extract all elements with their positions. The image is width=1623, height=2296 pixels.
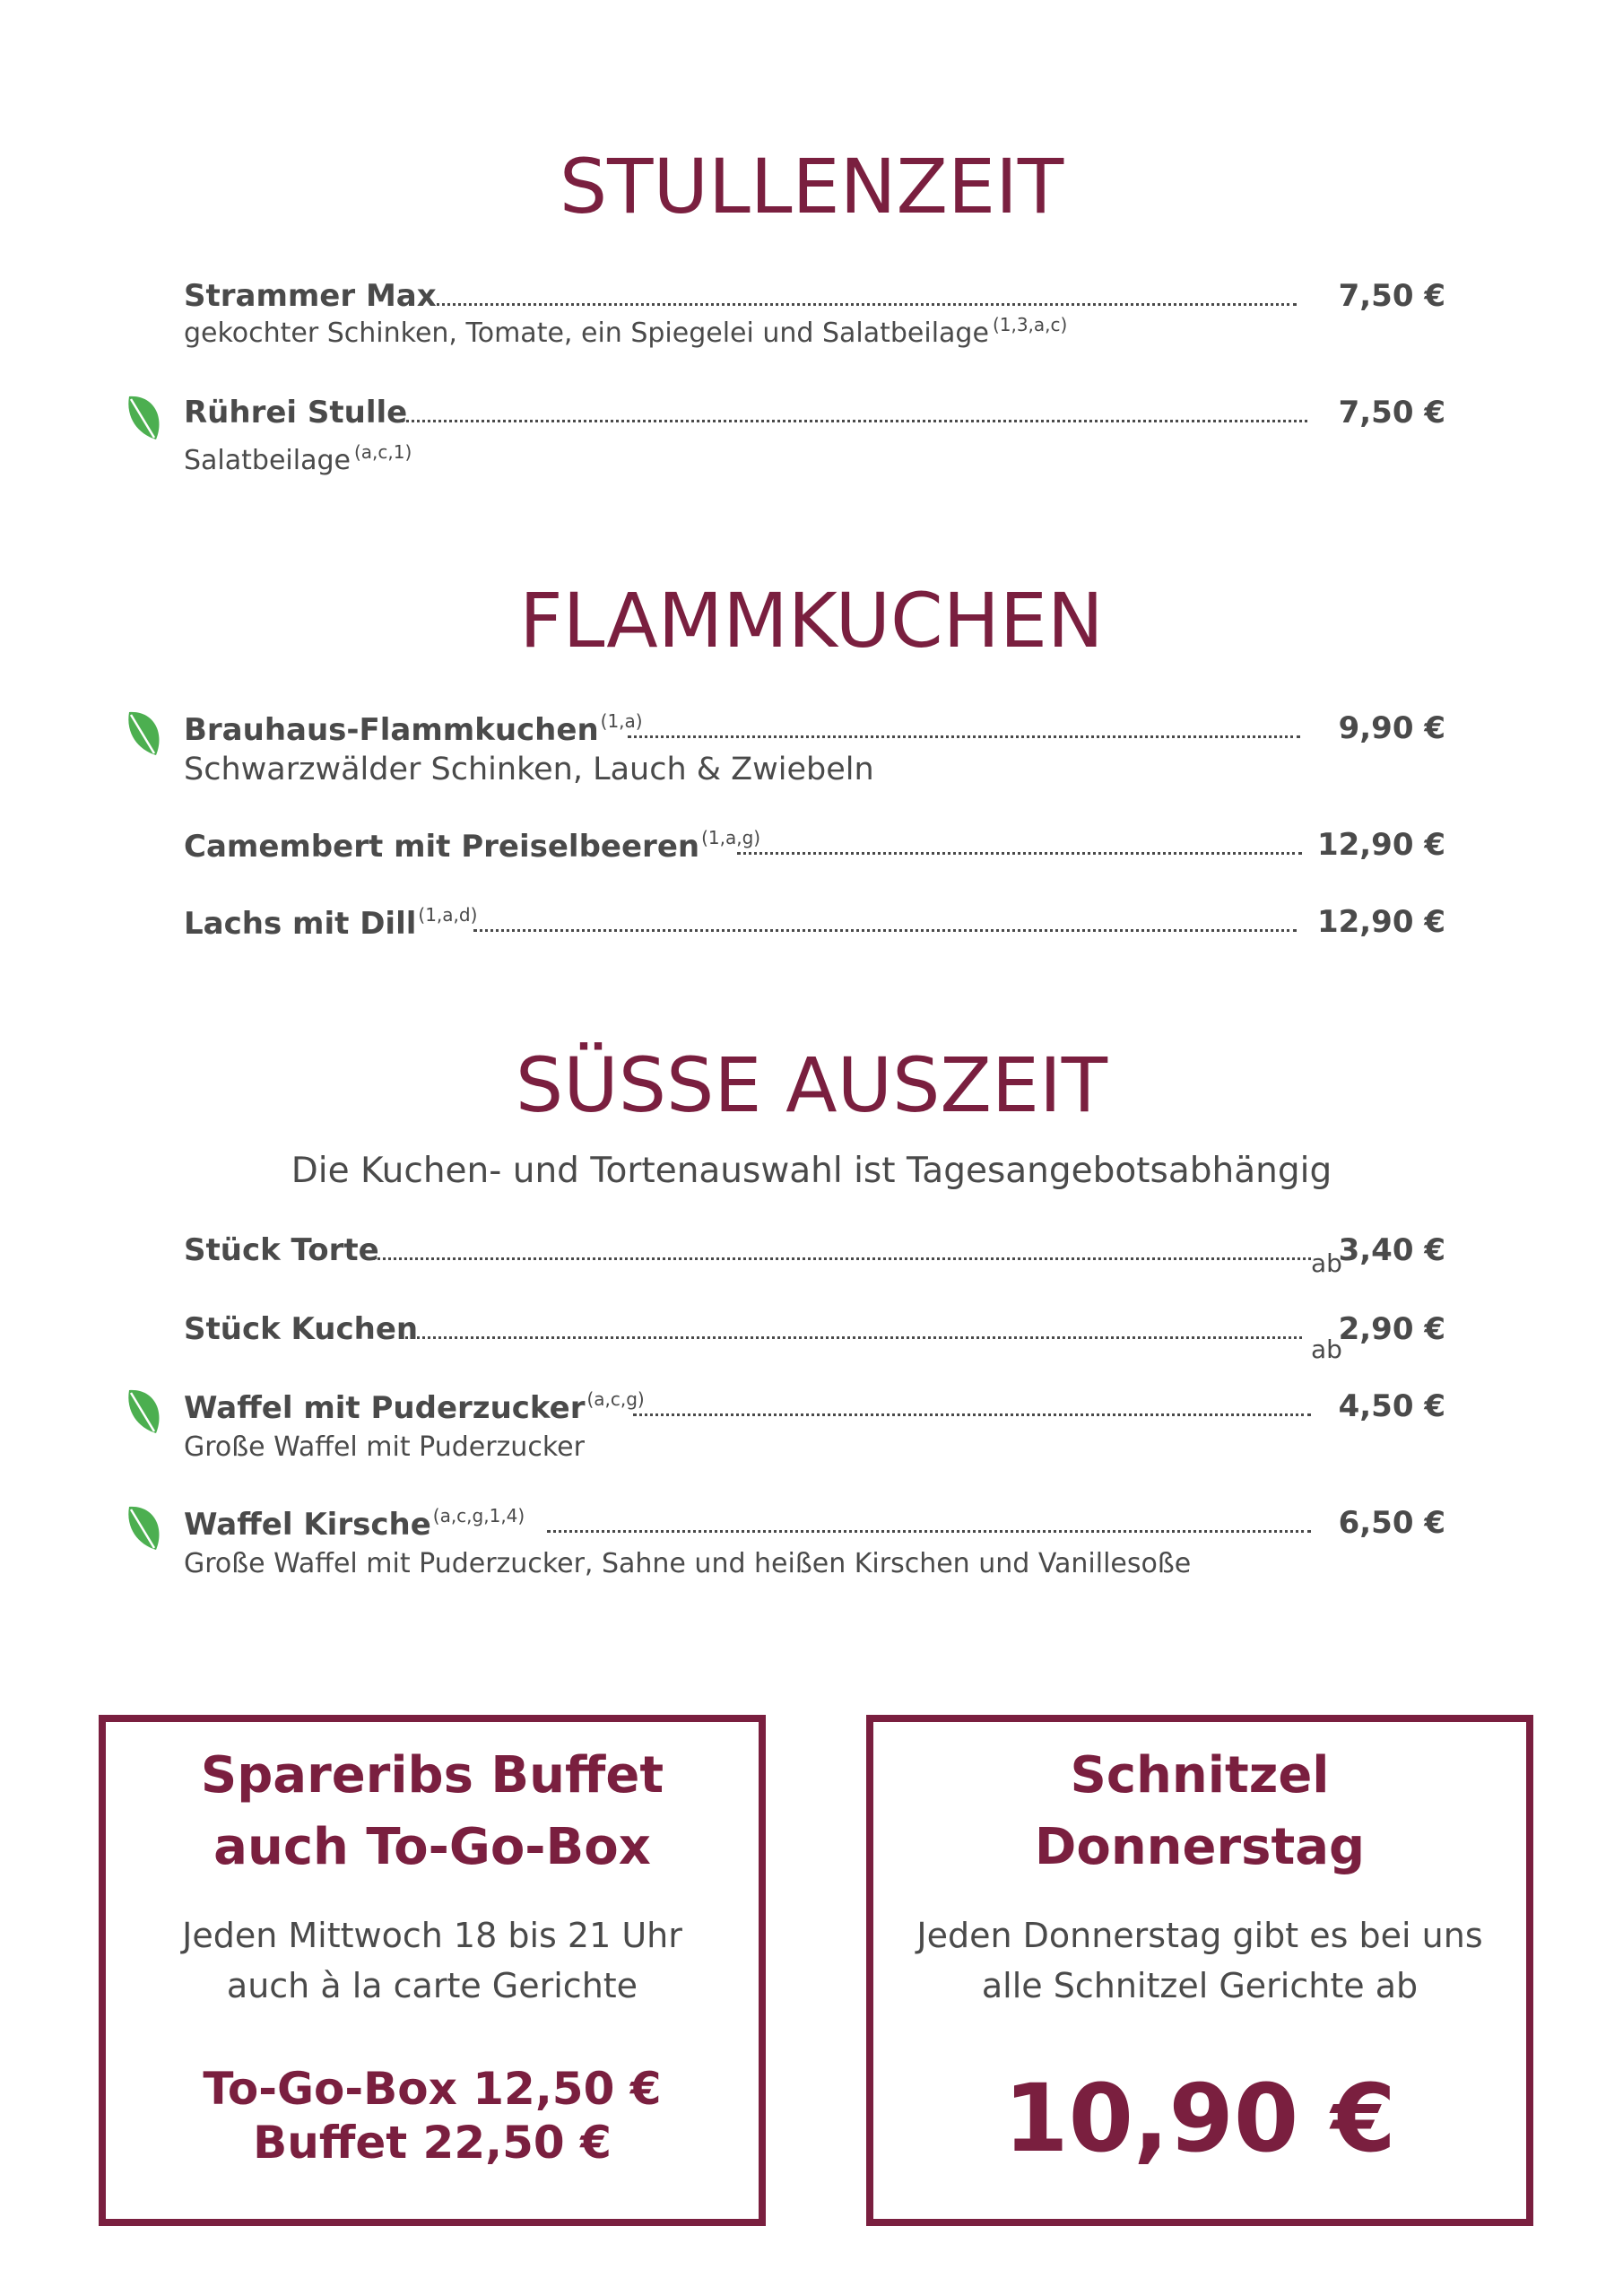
- item-description: gekochter Schinken, Tomate, ein Spiegelei und Salatbeilage $^{(1,3,a,c)}$: [184, 314, 1068, 349]
- item-name: Strammer Max: [184, 278, 437, 314]
- item-description: Salatbeilage $^{(a,c,1)}$: [184, 441, 412, 476]
- menu-item-camembert: [0, 827, 1623, 881]
- item-price: 2,90 €: [1338, 1311, 1445, 1347]
- item-description: Große Waffel mit Puderzucker: [184, 1431, 585, 1463]
- promo-price: 10,90 €: [1003, 2064, 1396, 2173]
- menu-item-stueck-kuchen: [0, 1311, 1623, 1365]
- dot-leader: [395, 420, 1307, 422]
- item-name: Rührei Stulle: [184, 395, 408, 430]
- item-price: 4,50 €: [1338, 1388, 1445, 1424]
- item-name: Camembert mit Preiselbeeren $^{(1,a,g)}$: [184, 827, 761, 865]
- menu-item-ruehrei-stulle: [0, 395, 1623, 448]
- dot-leader: [547, 1530, 1311, 1533]
- dot-leader: [633, 1413, 1311, 1416]
- promo-box-schnitzel: [866, 1715, 1533, 2226]
- promo-text: Jeden Mittwoch 18 bis 21 Uhr: [182, 1916, 682, 1955]
- section-title-flammkuchen: FLAMMKUCHEN: [519, 577, 1104, 665]
- menu-item-lachs-mit-dill: [0, 904, 1623, 958]
- item-price: 7,50 €: [1338, 395, 1445, 430]
- dot-leader: [737, 852, 1302, 855]
- dot-leader: [628, 735, 1300, 738]
- leaf-icon: [124, 1385, 165, 1439]
- item-price: 12,90 €: [1316, 904, 1445, 940]
- price-prefix: ab: [1311, 1248, 1342, 1278]
- leaf-icon: [124, 1501, 165, 1555]
- item-price: 12,90 €: [1316, 827, 1445, 863]
- promo-title: auch To-Go-Box: [213, 1818, 651, 1876]
- menu-item-stueck-torte: [0, 1232, 1623, 1286]
- promo-title: Schnitzel: [1070, 1746, 1330, 1805]
- promo-box-spareribs: [99, 1715, 766, 2226]
- item-name: Lachs mit Dill $^{(1,a,d)}$: [184, 904, 478, 942]
- item-name: Waffel Kirsche $^{(a,c,g,1,4)}$: [184, 1505, 525, 1543]
- dot-leader: [368, 1257, 1311, 1260]
- leaf-icon: [124, 707, 165, 761]
- leaf-icon: [124, 391, 165, 445]
- promo-text: Jeden Donnerstag gibt es bei uns: [916, 1916, 1483, 1955]
- dot-leader: [405, 1336, 1302, 1339]
- promo-title: Spareribs Buffet: [200, 1746, 664, 1805]
- item-price: 9,90 €: [1338, 710, 1445, 746]
- item-name: Stück Kuchen: [184, 1311, 419, 1347]
- promo-title: Donnerstag: [1034, 1818, 1366, 1876]
- section-subtitle: Die Kuchen- und Tortenauswahl ist Tagesangebotsabhängig: [291, 1151, 1332, 1191]
- item-description: Große Waffel mit Puderzucker, Sahne und heißen Kirschen und Vanillesoße: [184, 1548, 1192, 1579]
- item-price: 6,50 €: [1338, 1505, 1445, 1541]
- promo-text: alle Schnitzel Gerichte ab: [981, 1966, 1419, 2005]
- promo-price: Buffet 22,50 €: [253, 2117, 612, 2169]
- price-prefix: ab: [1311, 1335, 1342, 1364]
- promo-text: auch à la carte Gerichte: [226, 1966, 638, 2005]
- item-price: 3,40 €: [1338, 1232, 1445, 1268]
- item-name: Brauhaus-Flammkuchen $^{(1,a)}$: [184, 710, 643, 748]
- item-price: 7,50 €: [1338, 278, 1445, 314]
- dot-leader: [473, 929, 1297, 932]
- section-title-suesse-auszeit: SÜSSE AUSZEIT: [515, 1041, 1108, 1129]
- section-title-stullenzeit: STULLENZEIT: [559, 143, 1064, 230]
- dot-leader: [430, 303, 1297, 306]
- promo-price: To-Go-Box 12,50 €: [203, 2063, 662, 2115]
- item-name: Waffel mit Puderzucker $^{(a,c,g)}$: [184, 1388, 645, 1426]
- item-description: Schwarzwälder Schinken, Lauch & Zwiebeln: [184, 752, 874, 787]
- item-name: Stück Torte: [184, 1232, 379, 1268]
